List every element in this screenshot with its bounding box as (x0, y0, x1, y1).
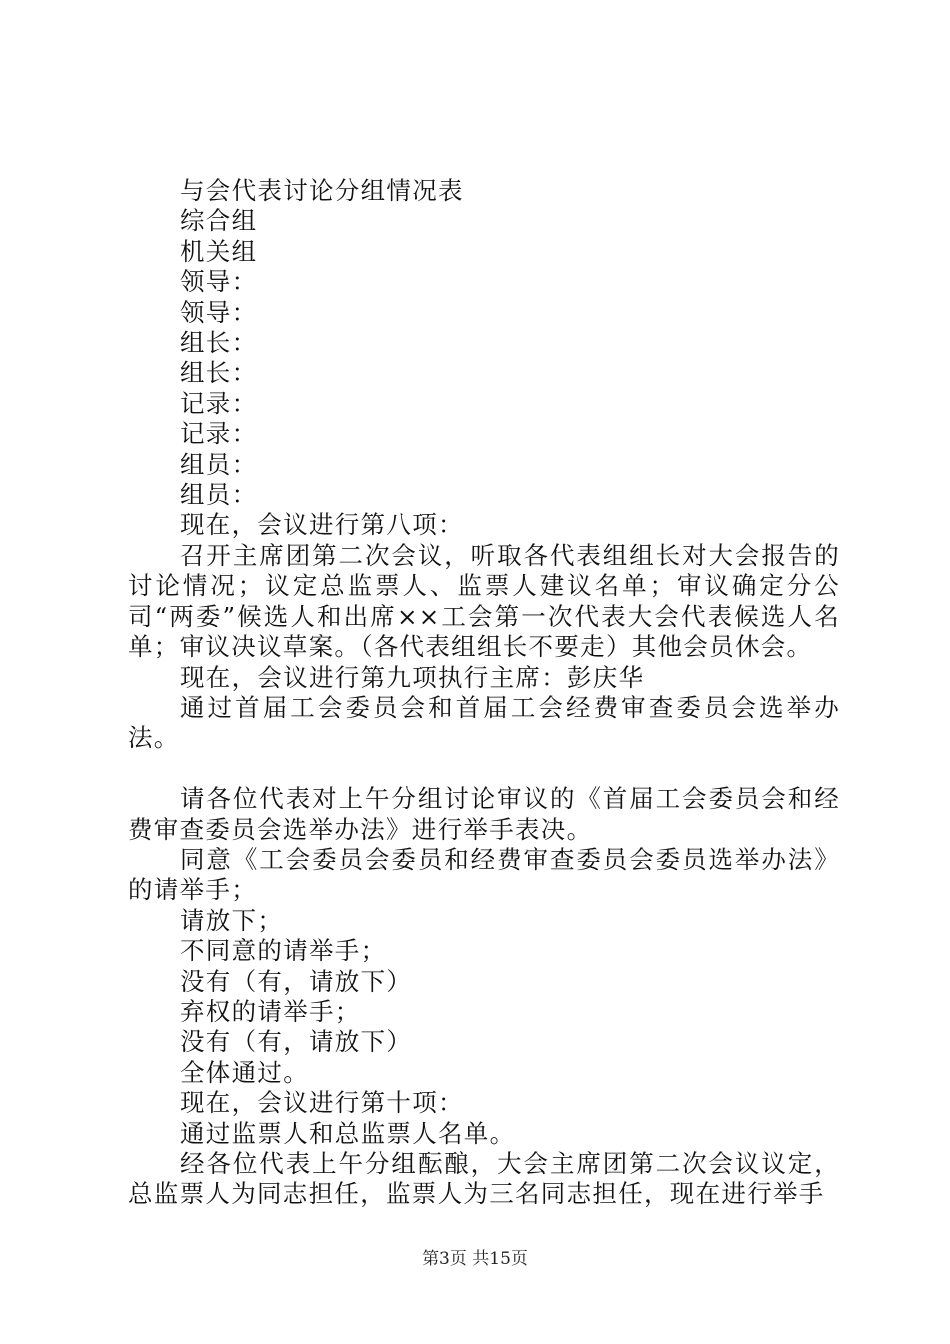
page-number-footer: 第3页 共15页 (422, 1249, 528, 1269)
blank-line (128, 754, 840, 784)
paragraph: 弃权的请举手； (180, 996, 361, 1026)
paragraph: 通过监票人和总监票人名单。 (180, 1118, 516, 1148)
paragraph: 综合组 (180, 206, 258, 236)
paragraph: 领导： (180, 267, 258, 297)
paragraph: 通过首届工会委员会和首届工会经费审查委员会选举办法。 (128, 692, 840, 753)
paragraph: 机关组 (180, 236, 258, 266)
paragraph: 现在，会议进行第九项执行主席：彭庆华 (180, 662, 645, 692)
paragraph: 全体通过。 (180, 1057, 309, 1087)
paragraph: 没有（有，请放下） (180, 966, 413, 996)
paragraph: 不同意的请举手； (180, 936, 387, 966)
paragraph: 召开主席团第二次会议，听取各代表组组长对大会报告的讨论情况；议定总监票人、监票人建议名单；审议确定分公司“两委”候选人和出席××工会第一次代表大会代表候选人名单；审议决议草案。（各代表组组长不要走）其他会员休会。 (128, 540, 840, 662)
paragraph: 记录： (180, 388, 258, 418)
paragraph: 请放下； (180, 905, 284, 935)
paragraph: 记录： (180, 419, 258, 449)
paragraph: 组员： (180, 480, 258, 510)
paragraph: 现在，会议进行第八项： (180, 510, 464, 540)
paragraph: 现在，会议进行第十项： (180, 1088, 464, 1118)
paragraph: 领导： (180, 297, 258, 327)
paragraph: 没有（有，请放下） (180, 1027, 413, 1057)
document-body (128, 176, 840, 1210)
paragraph: 组长： (180, 358, 258, 388)
paragraph: 同意《工会委员会委员和经费审查委员会委员选举办法》的请举手； (128, 844, 840, 905)
paragraph: 与会代表讨论分组情况表 (180, 176, 464, 205)
paragraph: 请各位代表对上午分组讨论审议的《首届工会委员会和经费审查委员会选举办法》进行举手表决。 (128, 784, 840, 844)
paragraph: 经各位代表上午分组酝酿，大会主席团第二次会议议定，总监票人为同志担任，监票人为三名同志担任，现在进行举手 (128, 1148, 840, 1209)
paragraph: 组员： (180, 449, 258, 479)
paragraph: 组长： (180, 328, 258, 358)
